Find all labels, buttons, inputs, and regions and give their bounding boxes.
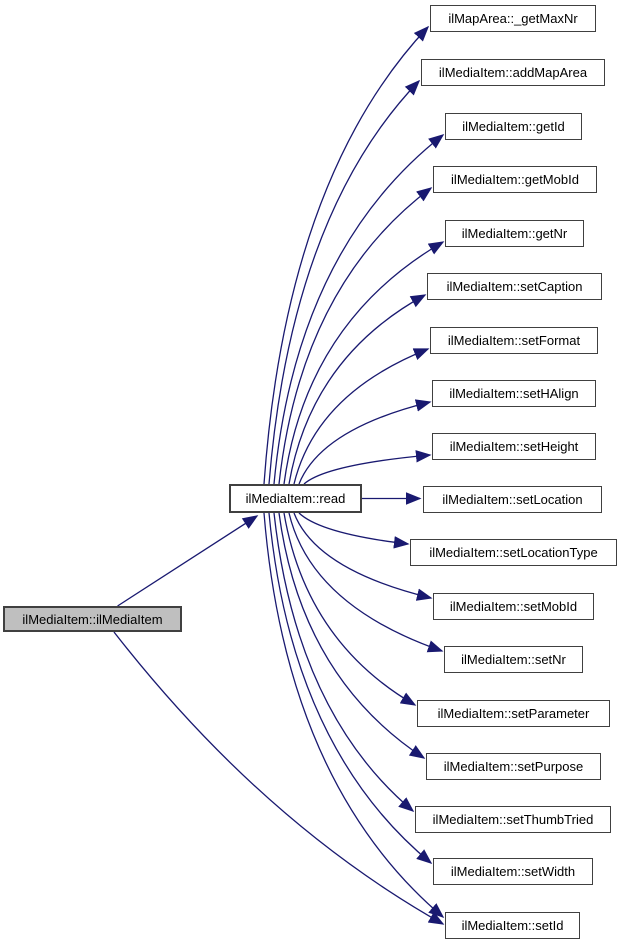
- graph-node-setId[interactable]: ilMediaItem::setId: [445, 912, 580, 939]
- edge-read-setHAlign: [299, 402, 430, 484]
- graph-node-setHeight[interactable]: ilMediaItem::setHeight: [432, 433, 596, 460]
- graph-node-getId[interactable]: ilMediaItem::getId: [445, 113, 582, 140]
- edge-ctor-read: [118, 516, 257, 606]
- edge-read-setLocationType: [299, 513, 408, 544]
- graph-node-setMobId[interactable]: ilMediaItem::setMobId: [433, 593, 594, 620]
- graph-node-setThumbTried[interactable]: ilMediaItem::setThumbTried: [415, 806, 611, 833]
- edge-read-getId: [274, 135, 443, 484]
- graph-node-read[interactable]: ilMediaItem::read: [229, 484, 362, 513]
- graph-node-setPurpose[interactable]: ilMediaItem::setPurpose: [426, 753, 601, 780]
- edge-read-setHeight: [304, 455, 430, 484]
- edge-read-getMaxNr: [264, 27, 428, 484]
- graph-node-setLocation[interactable]: ilMediaItem::setLocation: [423, 486, 602, 513]
- edge-read-getMobId: [279, 188, 431, 484]
- graph-node-setLocationType[interactable]: ilMediaItem::setLocationType: [410, 539, 617, 566]
- graph-node-setWidth[interactable]: ilMediaItem::setWidth: [433, 858, 593, 885]
- edge-ctor-setId: [114, 632, 443, 924]
- graph-node-getMaxNr[interactable]: ilMapArea::_getMaxNr: [430, 5, 596, 32]
- graph-node-setParameter[interactable]: ilMediaItem::setParameter: [417, 700, 610, 727]
- graph-node-setNr[interactable]: ilMediaItem::setNr: [444, 646, 583, 673]
- graph-node-addMapArea[interactable]: ilMediaItem::addMapArea: [421, 59, 605, 86]
- graph-node-setHAlign[interactable]: ilMediaItem::setHAlign: [432, 380, 596, 407]
- graph-node-ctor[interactable]: ilMediaItem::ilMediaItem: [3, 606, 182, 632]
- graph-node-setCaption[interactable]: ilMediaItem::setCaption: [427, 273, 602, 300]
- graph-node-getMobId[interactable]: ilMediaItem::getMobId: [433, 166, 597, 193]
- graph-node-getNr[interactable]: ilMediaItem::getNr: [445, 220, 584, 247]
- edge-read-setWidth: [269, 513, 431, 863]
- graph-node-setFormat[interactable]: ilMediaItem::setFormat: [430, 327, 598, 354]
